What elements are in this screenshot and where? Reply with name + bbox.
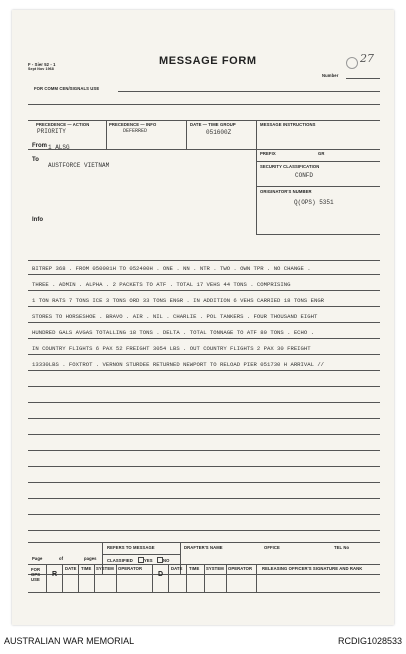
footer-institution: AUSTRALIAN WAR MEMORIAL: [4, 636, 135, 646]
yes-label: YES: [144, 558, 153, 563]
security-value: CONFD: [295, 172, 314, 179]
to-label: To: [32, 157, 39, 163]
no-label: NO: [163, 558, 170, 563]
d-label: D: [158, 571, 164, 578]
for-ops-use-label: FOR OPS USE: [31, 567, 41, 582]
comm-label: FOR COMM CEN/SIGNALS USE: [34, 86, 100, 91]
to-value: AUSTFORCE VIETNAM: [48, 162, 110, 169]
time-label-r: TIME: [81, 566, 92, 571]
form-code: F - Sier 52 - 1: [28, 62, 56, 67]
message-form-sheet: [12, 10, 394, 625]
footer-record-id: RCDIG1028533: [337, 636, 402, 646]
dtg-label: DATE — TIME GROUP: [190, 122, 236, 127]
time-label-d: TIME: [189, 566, 200, 571]
number-label: Number: [322, 73, 339, 78]
releasing-officer-label: RELEASING OFFICER'S SIGNATURE AND RANK: [262, 566, 363, 571]
date-label-r: DATE: [65, 566, 77, 571]
form-edition: Sept Nov 1968: [28, 67, 54, 71]
gr-label: GR: [318, 151, 325, 156]
from-label: From: [32, 143, 47, 149]
date-label-d: DATE: [171, 566, 183, 571]
classified-label: CLASSIFIED: [107, 558, 133, 563]
security-label: SECURITY CLASSIFICATION: [260, 164, 320, 169]
precedence-action-value: PRIORITY: [37, 128, 66, 135]
office-label: OFFICE: [264, 545, 280, 550]
of-label: of: [59, 556, 64, 561]
system-label-r: SYSTEM: [96, 566, 114, 571]
operator-label-d: OPERATOR: [228, 566, 253, 571]
page-label: Page: [32, 556, 43, 561]
drafter-label: DRAFTER'S NAME: [184, 545, 223, 550]
tel-label: TEL No: [334, 545, 350, 550]
message-line: BITREP 368 . FROM 050001H TO 052400H . ONE . NN . NTR . TWO . OWN TPR . NO CHANGE .: [32, 265, 311, 272]
precedence-info-label: PRECEDENCE — INFO: [109, 122, 157, 127]
originator-value: Q(OPS) 5351: [294, 199, 334, 206]
precedence-info-value: DEFERRED: [123, 128, 148, 134]
message-line: STORES TO HORSESHOE . BRAVO . AIR . NIL . CHARLIE . POL TANKERS . FOUR THOUSAND EIGHT: [32, 313, 318, 320]
precedence-action-label: PRECEDENCE — ACTION: [36, 122, 90, 127]
originator-label: ORIGINATOR'S NUMBER: [260, 189, 312, 194]
message-line: THREE . ADMIN . ALPHA . 2 PACKETS TO ATF . TOTAL 17 VEHS 44 TONS . COMPRISING: [32, 281, 291, 288]
system-label-d: SYSTEM: [206, 566, 224, 571]
operator-label-r: OPERATOR: [118, 566, 143, 571]
message-line: IN COUNTRY FLIGHTS 6 PAX 52 FREIGHT 3054 LBS . OUT COUNTRY FLIGHTS 2 PAX 30 FREIGHT: [32, 345, 311, 352]
punch-circle: [346, 57, 358, 69]
message-instructions-label: MESSAGE INSTRUCTIONS: [260, 122, 316, 127]
info-label: Info: [32, 217, 43, 223]
dtg-value: 051600Z: [206, 129, 232, 136]
handwritten-number: 27: [360, 52, 374, 65]
message-line: 1 TON RATS 7 TONS ICE 3 TONS ORD 33 TONS ENGR . IN ADDITION 6 VEHS CARRIED 18 TONS ENGR: [32, 297, 325, 304]
pages-label: pages: [84, 556, 97, 561]
r-label: R: [52, 571, 58, 578]
prefix-label: PREFIX: [260, 151, 276, 156]
page-title: MESSAGE FORM: [159, 55, 257, 67]
message-line: 13330LBS . FOXTROT . VERNON STURDEE RETURNED NEWPORT TO RELOAD PIER 051730 H ARRIVAL //: [32, 361, 325, 368]
from-value: 1 ALSG: [48, 144, 70, 151]
message-line: HUNDRED GALS AVGAS TOTALLING 18 TONS . DELTA . TOTAL TONNAGE TO ATF 80 TONS . ECHO .: [32, 329, 314, 336]
refers-label: REFERS TO MESSAGE: [107, 545, 155, 550]
